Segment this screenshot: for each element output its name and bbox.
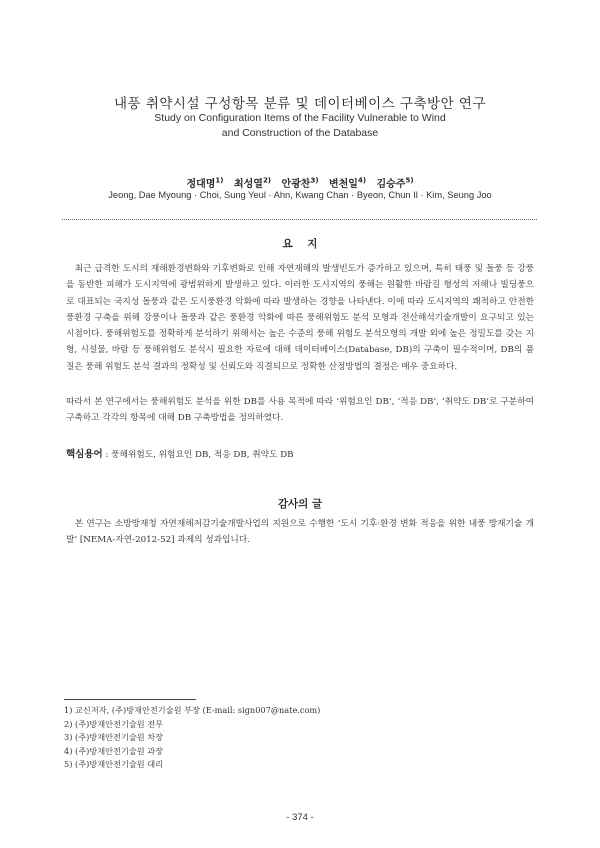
author-name: 최성열	[233, 179, 263, 190]
paper-title-english-line-1: Study on Configuration Items of the Facility Vulnerable to Wind	[154, 112, 446, 124]
footnote-rule	[64, 699, 196, 700]
authors-korean	[0, 175, 600, 190]
author-superscript: 4)	[357, 176, 367, 185]
footnotes	[64, 704, 534, 772]
author-superscript: 1)	[215, 176, 224, 185]
author-name: 정대명	[186, 179, 216, 190]
paper-title-english-line-2: and Construction of the Database	[221, 127, 379, 139]
paper-title-korean: 내풍 취약시설 구성항목 분류 및 데이터베이스 구축방안 연구	[113, 96, 487, 112]
abstract-heading: 요 지	[282, 238, 318, 250]
author-name: 김승주	[376, 179, 406, 190]
abstract-paragraph: 최근 급격한 도시의 재해환경변화와 기후변화로 인해 자연재해의 발생빈도가 증가하고 있으며, 특히 태풍 및 돌풍 등 강풍을 동반한 피해가 도시지역에 광범위하게 발생하고 있다. 이러한 도시지역의 풍해는 원활한 바람길 형성의 저해나 빌딩풍으로 대표되는 국지성 돌풍과 같은 도시풍환경 악화에 따라 발생하는 경향을 나타낸다. 이에 따라 도시지역의 쾌적하고 안전한 풍환경 구축을 위해 강풍이나 돌풍과 같은 풍환경 악화에 따른 풍해위험도 분석 모형과 전산해석기술개발이 요구되고 있는 시점이다. 풍해위험도를 정확하게 분석하기 위해서는 높은 수준의 풍해 위험도 분석모형의 개발 외에 높은 정밀도를 갖는 지형, 시설물, 바람 등 풍해위험도 분석시 필요한 자료에 대해 데이터베이스(Database, DB)의 구축이 필수적이며, DB의 품질은 풍해 위험도 분석 결과의 정확성 및 신뢰도와 직결되므로 정확한 산정방법의 결정은 매우 중요하다.	[66, 264, 534, 372]
page-number: - 374 -	[286, 812, 314, 823]
keywords-value: : 풍해위험도, 위험요인 DB, 적응 DB, 취약도 DB	[105, 450, 294, 460]
author-superscript: 5)	[405, 176, 414, 185]
author-superscript: 2)	[262, 176, 272, 185]
author-name: 안광찬	[281, 179, 311, 190]
footnote: 4) (주)방재안전기술원 과장	[64, 745, 164, 756]
author-name: 변천일	[328, 179, 358, 190]
acknowledgement-heading: 감사의 글	[277, 498, 323, 510]
footnote: 1) 교신저자, (주)방재안전기술원 부장 (E-mail: sign007@nate.com)	[64, 705, 321, 715]
dotted-divider	[62, 219, 537, 220]
footnote: 2) (주)방재안전기술원 전무	[64, 718, 164, 729]
footnote: 3) (주)방재안전기술원 차장	[64, 732, 164, 743]
footnote: 5) (주)방재안전기술원 대리	[64, 759, 164, 770]
keywords	[66, 446, 536, 460]
keywords-label: 핵심용어	[66, 449, 103, 460]
author-superscript: 3)	[310, 176, 319, 185]
acknowledgement-text: 본 연구는 소방방재청 자연재해저감기술개발사업의 지원으로 수행한 ‘도시 기후·환경 변화 적응을 위한 내풍 방재기술 개발’ [NEMA-자연-2012-52] 과제의 성과입니다.	[66, 519, 534, 546]
abstract-paragraph: 따라서 본 연구에서는 풍해위험도 분석을 위한 DB를 사용 목적에 따라 ‘위험요인 DB’, ‘적응 DB’, ‘취약도 DB’로 구분하여 구축하고 각각의 항목에 대해 DB 구축방법을 정의하였다.	[66, 397, 534, 424]
authors-english: Jeong, Dae Myoung · Choi, Sung Yeul · Ahn, Kwang Chan · Byeon, Chun Il · Kim, Seung Joo	[108, 190, 492, 200]
